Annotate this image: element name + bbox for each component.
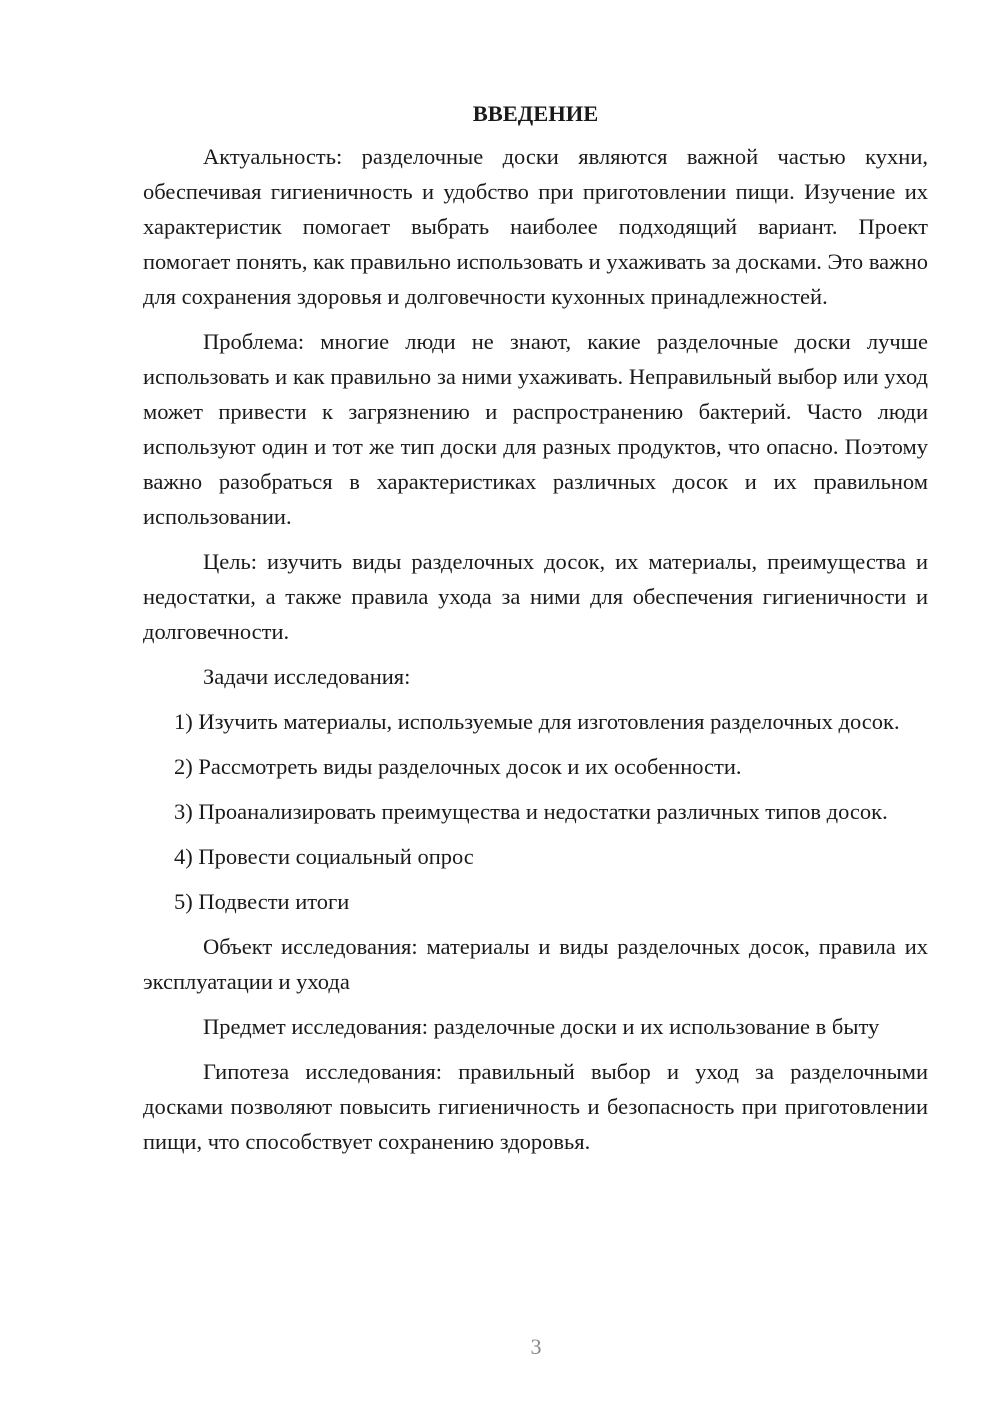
hypothesis-paragraph: Гипотеза исследования: правильный выбор и уход за разделочными досками позволяют повысить гигиеничность и безопасность при приготовлении пищи, что способствует сохранению здоровья.	[143, 1059, 928, 1154]
task-item: 2) Рассмотреть виды разделочных досок и их особенности.	[174, 754, 742, 779]
page-number: 3	[530, 1334, 542, 1359]
object-paragraph: Объект исследования: материалы и виды разделочных досок, правила их эксплуатации и ухода	[143, 934, 928, 994]
task-item: 1) Изучить материалы, используемые для изготовления разделочных досок.	[174, 709, 900, 734]
relevance-paragraph: Актуальность: разделочные доски являются важной частью кухни, обеспечивая гигиеничность и удобство при приготовлении пищи. Изучение их характеристик помогает выбрать наиболее подходящий вариант. Проект помогает понять, как правильно использовать и ухаживать за досками. Это важно для сохранения здоровья и долговечности кухонных принадлежностей.	[143, 144, 928, 309]
task-item: 4) Провести социальный опрос	[174, 844, 474, 869]
page-content	[143, 96, 928, 1159]
tasks-heading: Задачи исследования:	[203, 664, 411, 689]
subject-paragraph: Предмет исследования: разделочные доски и их использование в быту	[203, 1014, 880, 1039]
task-item: 5) Подвести итоги	[174, 889, 350, 914]
goal-paragraph: Цель: изучить виды разделочных досок, их материалы, преимущества и недостатки, а также правила ухода за ними для обеспечения гигиеничности и долговечности.	[143, 549, 928, 644]
task-item: 3) Проанализировать преимущества и недостатки различных типов досок.	[174, 799, 888, 824]
page-title: ВВЕДЕНИЕ	[472, 101, 599, 126]
problem-paragraph: Проблема: многие люди не знают, какие разделочные доски лучше использовать и как правильно за ними ухаживать. Неправильный выбор или уход может привести к загрязнению и распространению бактерий. Часто люди используют один и тот же тип доски для разных продуктов, что опасно. Поэтому важно разобраться в характеристиках различных досок и их правильном использовании.	[143, 329, 928, 529]
